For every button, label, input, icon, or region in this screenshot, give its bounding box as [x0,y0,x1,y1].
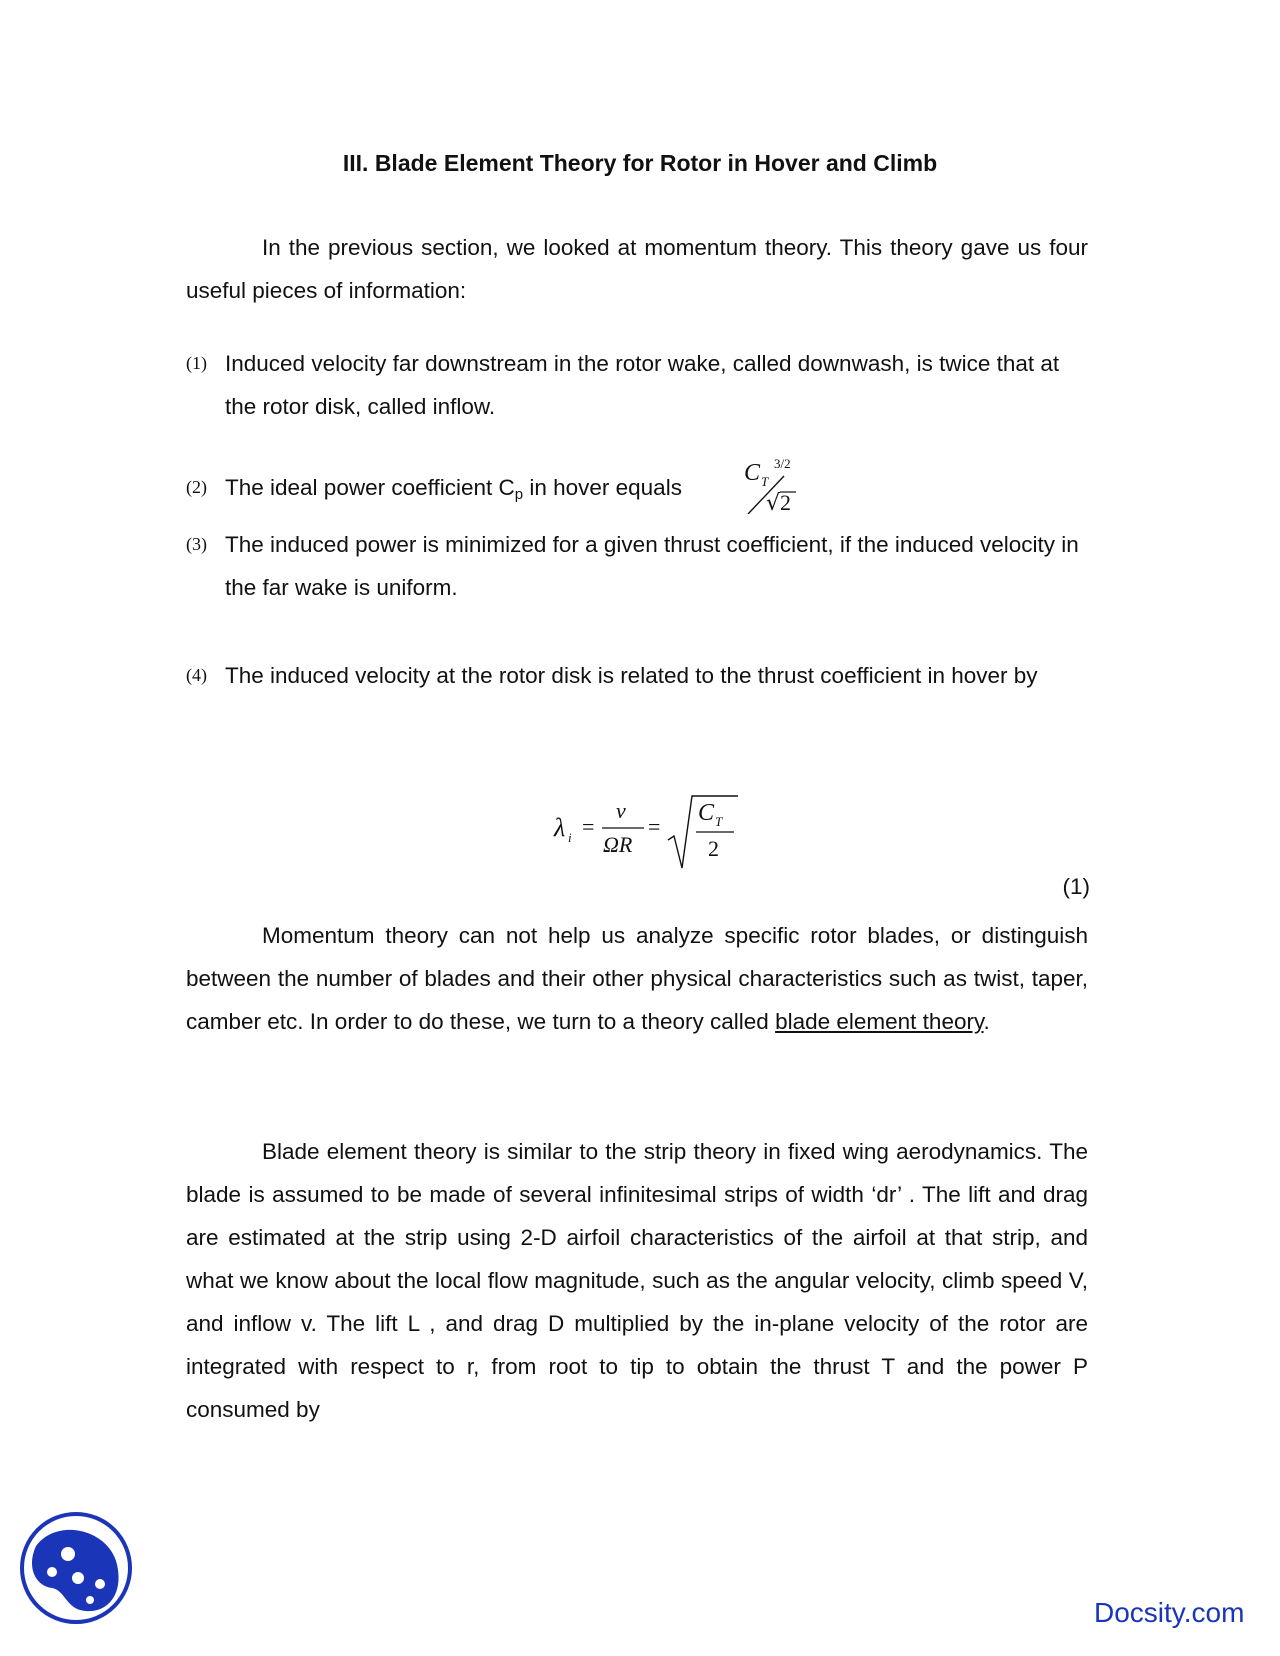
formula-exponent: 3/2 [774,456,791,471]
momentum-paragraph-text: Momentum theory can not help us analyze specific rotor blades, or distinguish between the number of blades and their other physical characteristics such as twist, taper, camber etc. In order to do these, we turn to a theory called [186,923,1088,1034]
period: . [983,1009,990,1034]
inflow-ratio-formula [548,790,738,870]
list-number: (2) [186,477,207,497]
equals-sign: = [582,814,595,839]
list-item [186,342,1088,428]
formula-ct-sub: T [761,474,769,489]
equals-sign-2: = [648,814,661,839]
lambda-subscript: i [568,830,572,845]
list-item-text: Induced velocity far downstream in the rotor wake, called downwash, is twice that at the rotor disk, called inflow. [225,351,1060,419]
list-item-text [225,466,1088,516]
list-number: (1) [186,353,207,373]
list-item-text: The induced power is minimized for a given thrust coefficient, if the induced velocity in the far wake is uniform. [225,532,1079,600]
blade-element-theory-term: blade element theory [775,1009,984,1034]
formula-radical: √ [766,491,781,514]
formula-ct: C [744,460,761,486]
docsity-brand-text[interactable]: Docsity.com [1094,1597,1245,1628]
blade-element-paragraph: Blade element theory is similar to the strip theory in fixed wing aerodynamics. The blade is assumed to be made of several infinitesimal strips of width ‘dr’ . The lift and drag are estimated at the strip using 2-D airfoil characteristics of the airfoil at that strip, and what we know about the local flow magnitude, such as the angular velocity, climb speed V, and inflow v. The lift L , and drag D multiplied by the in-plane velocity of the rotor are integrated with respect to r, from root to tip to obtain the thrust T and the power P consumed by [186,1139,1088,1422]
list-item-text: The induced velocity at the rotor disk is related to the thrust coefficient in hover by [225,663,1038,688]
list-number: (3) [186,534,207,554]
radical-denominator: 2 [708,836,719,861]
fraction-numerator: v [616,798,626,823]
intro-paragraph: In the previous section, we looked at momentum theory. This theory gave us four useful pieces of information: [186,235,1088,303]
equation-number: (1) [1062,874,1090,899]
list-item [186,654,1088,697]
power-coefficient-formula [740,452,840,514]
list-number: (4) [186,665,207,685]
list-item [186,523,1088,609]
list-item [186,466,1088,516]
momentum-paragraph [186,914,1088,1043]
list-item-text-a: The ideal power coefficient C [225,475,515,500]
lambda-symbol: λ [554,813,566,842]
list-item-text-b: in hover equals [523,475,682,500]
subscript: p [514,486,524,503]
docsity-logo-icon [18,1510,134,1626]
section-title: III. Blade Element Theory for Rotor in Hover and Climb [342,150,938,176]
fraction-denominator: ΩR [603,832,633,857]
formula-denominator: 2 [780,490,791,514]
radical-numerator: C [698,800,715,826]
radical-numerator-sub: T [715,814,723,829]
